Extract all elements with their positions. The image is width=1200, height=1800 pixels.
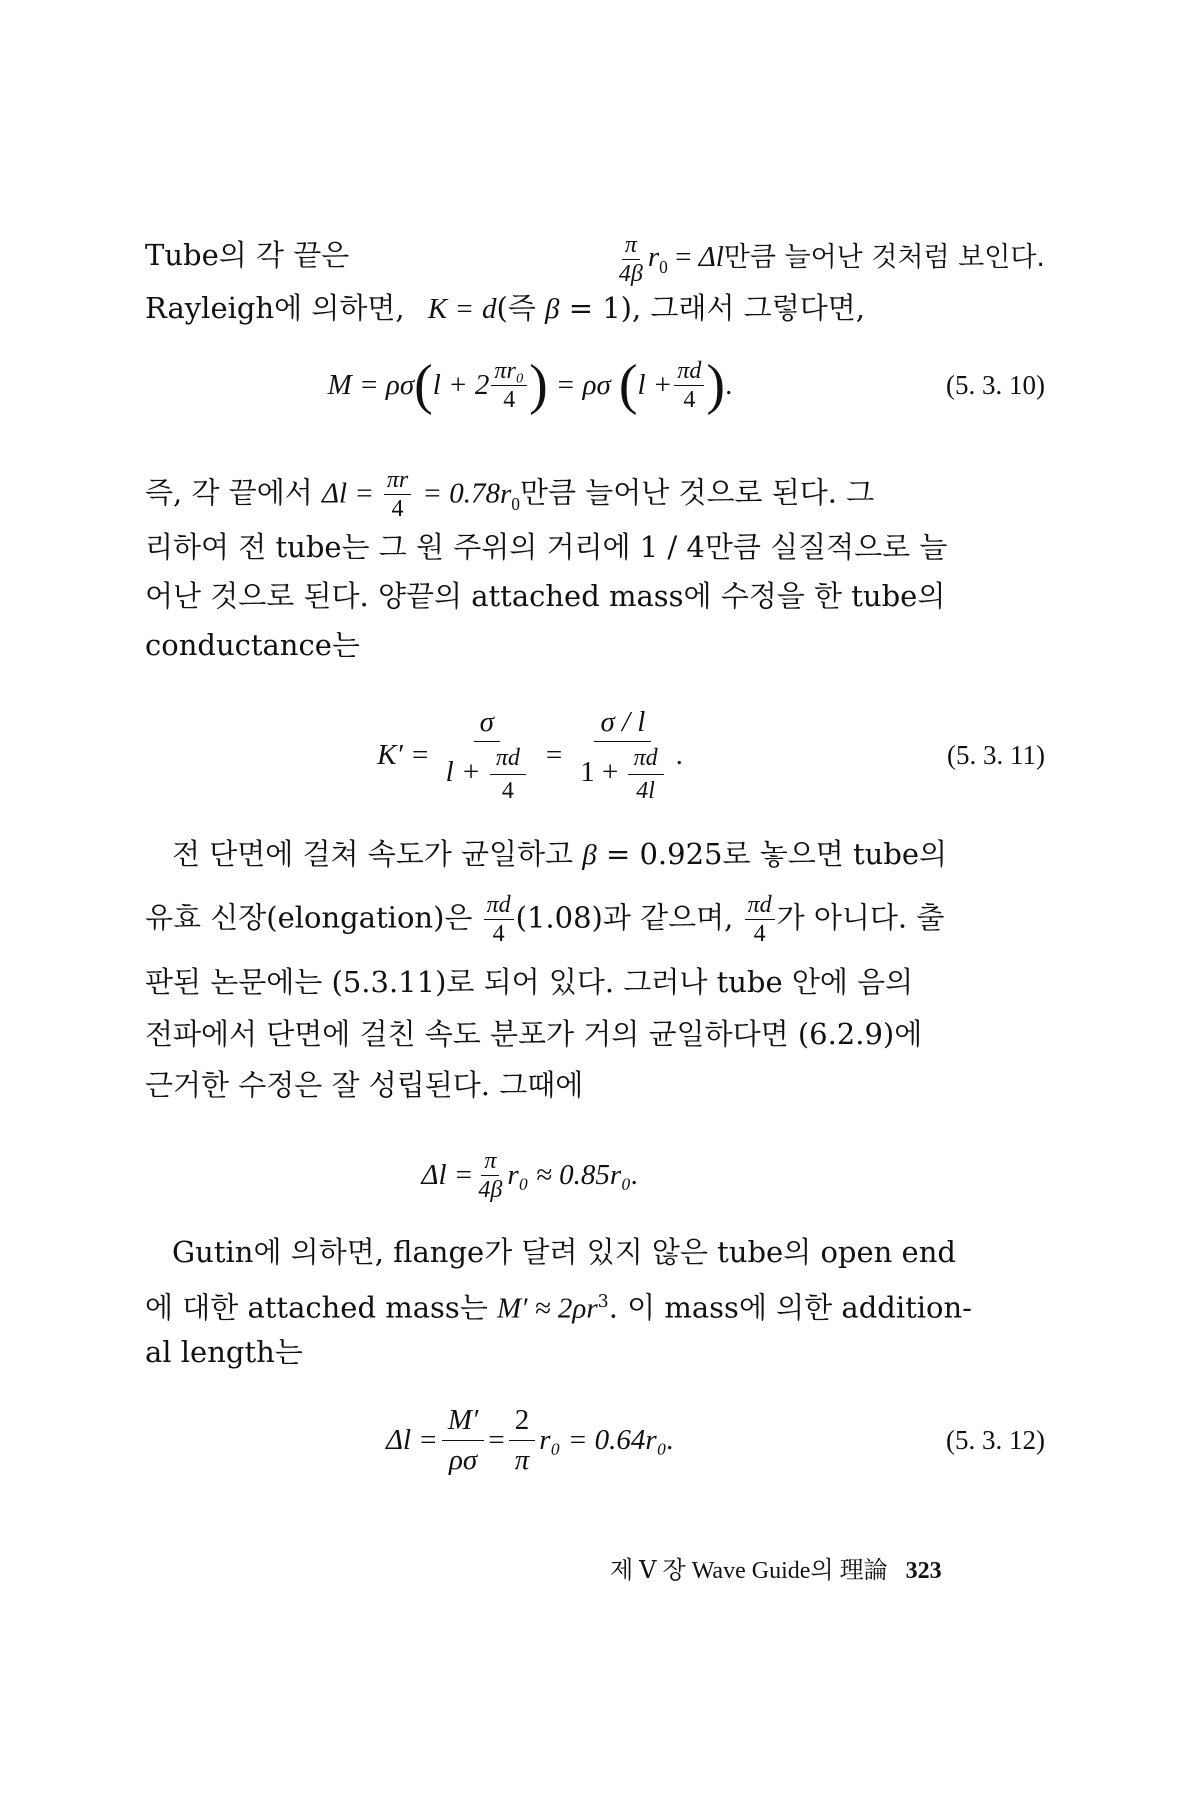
- equation-number: (5. 3. 10): [946, 369, 1045, 400]
- page-number: 323: [905, 1558, 942, 1584]
- fraction-denominator: 4l: [636, 778, 655, 805]
- text-line-5: 어난 것으로 된다. 양끝의 attached mass에 수정을 한 tube의: [145, 579, 946, 613]
- math-operator: =: [675, 241, 692, 274]
- text-line-11: 근거한 수정은 잘 성립된다. 그때에: [145, 1068, 584, 1102]
- text-segment: 만큼 늘어난 것으로 된다. 그: [520, 475, 875, 510]
- fraction-numerator: π: [622, 233, 640, 260]
- eq-term: = ρσ: [555, 368, 611, 401]
- fraction-numerator: π: [481, 1149, 499, 1176]
- fraction-numerator: 2: [509, 1405, 536, 1440]
- fraction-numerator: M′: [442, 1405, 485, 1440]
- text-segment: . 이 mass에 의한 addition-: [608, 1290, 972, 1325]
- fraction-numerator: σ / l: [594, 707, 651, 742]
- fraction-numerator: πd: [628, 746, 664, 775]
- inline-fraction: [384, 468, 411, 521]
- nested-fraction: [490, 746, 526, 803]
- text-segment: 에 대한 attached mass는: [145, 1290, 488, 1325]
- text-segment: Rayleigh에 의하면,: [145, 291, 405, 325]
- eq-term: 1 +: [580, 756, 619, 789]
- text-line-1: [145, 233, 1045, 289]
- fraction-denominator: ρσ: [448, 1443, 478, 1476]
- text-line-2: [145, 286, 1045, 331]
- eq-term: l +: [637, 368, 673, 401]
- text-segment: 즉, 각 끝에서: [145, 475, 313, 510]
- equation-5-3-10: [145, 345, 1045, 425]
- page-footer: [610, 1550, 942, 1585]
- text-line-12: Gutin에 의하면, flange가 달려 있지 않은 tube의 open end: [172, 1235, 956, 1269]
- text-line-7: [172, 832, 1045, 877]
- equation-5-3-12: [145, 1395, 1045, 1485]
- fraction-denominator: 4β: [478, 1176, 503, 1203]
- math-symbol: d: [481, 293, 497, 325]
- fraction-denominator: 4: [753, 921, 766, 947]
- eq-lhs: Δl =: [385, 1423, 438, 1456]
- equation-delta-l-085: [145, 1135, 1045, 1215]
- eq-fraction: [574, 707, 671, 803]
- text-segment: (즉: [496, 291, 536, 325]
- eq-fraction: [442, 1405, 485, 1475]
- eq-fraction: [491, 359, 527, 412]
- eq-fraction: [475, 1149, 505, 1202]
- inline-fraction: [616, 233, 646, 286]
- fraction-denominator: π: [514, 1443, 530, 1476]
- text-segment: 가 아니다. 출: [776, 900, 945, 935]
- eq-term: =: [545, 738, 563, 771]
- fraction-denominator: 4: [492, 921, 505, 947]
- inline-fraction: [745, 893, 775, 946]
- math-symbol: r: [647, 241, 660, 274]
- math-symbol: K: [427, 293, 448, 325]
- text-line-14: al length는: [145, 1335, 303, 1369]
- text-line-3: 즉, 각 끝에서 Δl = $\frac{\pi r}{4}$ = $0.78r_0$만큼 늘어난 것으로 된다. 그: [145, 467, 875, 522]
- equation-body: K′ = σ l + $\frac{\pi d}{4}$ = σ / l 1 + $\frac{\pi d}{4l}$ .: [377, 705, 683, 805]
- text-line-4: 리하여 전 tube는 그 원 주위의 거리에 1 / 4만큼 실질적으로 늘: [145, 530, 948, 564]
- text-line-10: 전파에서 단면에 걸친 속도 분포가 거의 균일하다면 (6.2.9)에: [145, 1017, 923, 1051]
- fraction-numerator: πd: [484, 893, 514, 920]
- text-segment: 전 단면에 걸쳐 속도가 균일하고: [172, 837, 574, 871]
- equation-body: M = ρσ ( l + 2 $\frac{\text{πr₀}}{4}$ ) = ρσ ( l + $\frac{\pi d}{4}$ ) .: [327, 354, 733, 416]
- fraction-denominator: 4: [503, 386, 516, 413]
- fraction-numerator: πd: [490, 746, 526, 775]
- eq-fraction: [509, 1405, 536, 1475]
- text-line-6: conductance는: [145, 628, 360, 662]
- math-expression: M′ ≈ 2ρr: [497, 1292, 598, 1325]
- equation-5-3-11: [145, 700, 1045, 810]
- nested-fraction: [628, 746, 664, 803]
- math-symbol: Δl: [321, 477, 348, 510]
- math-operator: =: [456, 293, 473, 325]
- text-line-9: 판된 논문에는 (5.3.11)로 되어 있다. 그러나 tube 안에 음의: [145, 965, 914, 999]
- math-symbol: β: [545, 293, 560, 325]
- eq-lhs: Δl =: [421, 1158, 474, 1191]
- equation-body: [145, 1149, 915, 1202]
- eq-term: l +: [445, 756, 481, 789]
- text-segment: 유효 신장(elongation)은: [145, 900, 473, 935]
- fraction-numerator: πd: [745, 893, 775, 920]
- eq-term: l + 2: [432, 368, 490, 401]
- inline-fraction: [484, 893, 514, 946]
- math-operator: =: [356, 477, 373, 510]
- text-line-13: 에 대한 attached mass는 $M' \approx 2\rho r^3$. 이 mass에 의한 addition-: [145, 1290, 972, 1325]
- text-segment: 만큼 늘어난 것처럼 보인다.: [723, 242, 1045, 274]
- text-segment: (1.08)과 같으며,: [515, 900, 734, 935]
- fraction-numerator: σ: [474, 707, 500, 742]
- fraction-denominator: 4: [501, 778, 514, 805]
- text-line-8: [145, 893, 1045, 946]
- equation-number: (5. 3. 12): [946, 1424, 1045, 1455]
- fraction-numerator: πr₀: [491, 359, 527, 386]
- fraction-denominator: [574, 742, 671, 803]
- fraction-numerator: πr: [384, 468, 411, 495]
- running-footer-title: 제 Ⅴ 장 Wave Guide의 理論: [610, 1558, 888, 1584]
- fraction-denominator: [440, 742, 534, 803]
- fraction-denominator: 4β: [618, 261, 643, 287]
- fraction-denominator: 4: [683, 386, 696, 413]
- eq-fraction: [674, 359, 704, 412]
- text-segment: Tube의 각 끝은: [145, 238, 350, 272]
- text-segment: = 0.925로 놓으면 tube의: [605, 837, 948, 871]
- math-symbol: β: [582, 839, 597, 871]
- eq-rhs: r₀ ≈ 0.85r₀.: [507, 1158, 639, 1191]
- equation-number: (5. 3. 11): [947, 739, 1045, 770]
- eq-fraction: [440, 707, 534, 803]
- fraction-denominator: 4: [391, 496, 404, 522]
- eq-lhs: K′ =: [377, 738, 430, 771]
- equation-body: [145, 1405, 915, 1475]
- eq-term: =: [488, 1423, 505, 1456]
- inline-math: $\frac{\pi}{4\beta}$ $r_0 = \Delta l$만큼 늘어난 것처럼 보인다.: [614, 233, 1045, 289]
- math-value: = 0.78: [422, 477, 500, 510]
- math-symbol: Δl: [698, 241, 724, 274]
- eq-rhs: r₀ = 0.64r₀.: [539, 1423, 675, 1456]
- text-segment: = 1), 그래서 그렇다면,: [568, 291, 865, 325]
- eq-lhs: M = ρσ: [327, 368, 415, 401]
- fraction-numerator: πd: [674, 359, 704, 386]
